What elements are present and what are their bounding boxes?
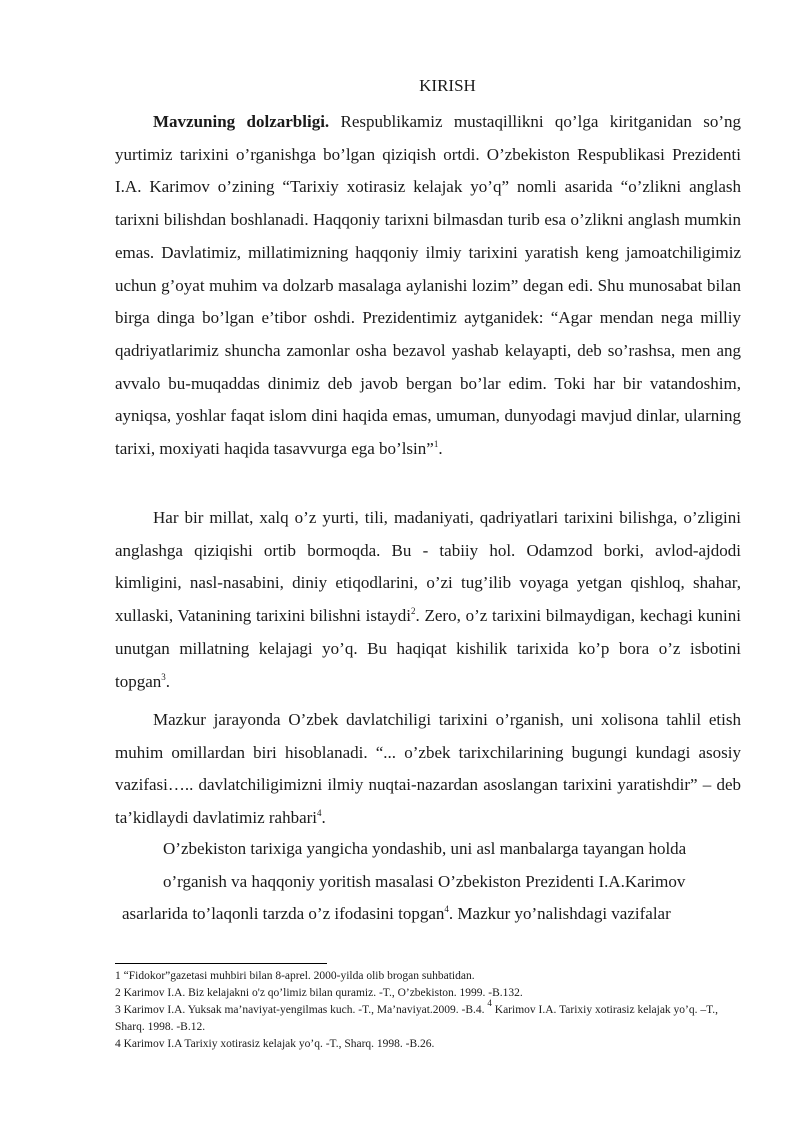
paragraph-tail: . (321, 808, 326, 828)
paragraph-text: Har bir millat, xalq o’z yurti, tili, madaniyati, qadriyatlari tarixini bilishga, o’zligini anglashga qiziqishi ortib bormoqda. Bu - tabiiy hol. Odamzod borki, avlod-ajdodi kimligini, nasl-nasabini, diniy etiqodlarini, o’zi tug’ilib voyaga yetgan qishloq, shahar, xullaski, Vatanining tarixini bilishni istaydi (115, 508, 741, 626)
paragraph-text: . Mazkur yo’nalishdagi vazifalar (448, 904, 671, 924)
paragraph-text: asarlarida to’laqonli tarzda o’z ifodasini topgan (122, 904, 445, 924)
paragraph-nation-history (115, 502, 741, 698)
footnote-text: Karimov I.A. Tarixiy xotirasiz kelajak yo’q. –T., Sharq. 1998. -B.12. (115, 1004, 719, 1033)
footnote-4: 4 Karimov I.A Tarixiy xotirasiz kelajak yo’q. -T., Sharq. 1998. -B.26. (115, 1038, 435, 1050)
paragraph-relevance (115, 106, 741, 466)
footnote-2: 2 Karimov I.A. Biz kelajakni o'z qo’limiz bilan quramiz. -T., O’zbekiston. 1999. -B.132. (115, 987, 523, 999)
section-lead: Mavzuning dolzarbligi. (153, 112, 330, 131)
paragraph-line: o’rganish va haqqoniy yoritish masalasi O’zbekiston Prezidenti I.A.Karimov (163, 871, 686, 891)
paragraph-text: Mazkur jarayonda O’zbek davlatchiligi tarixini o’rganish, uni xolisona tahlil etish muhim omillardan biri hisoblanadi. “... o’zbek tarixchilarining bugungi kundagi asosiy vazifasi….. davlatchiligimizni ilmiy nuqtai-nazardan asoslangan tarixini yaratishdir” – deb ta’kidlaydi davlatimiz rahbari (115, 710, 741, 828)
footnote-text: 3 Karimov I.A. Yuksak ma’naviyat-yengilmas kuch. -T., Ma’naviyat.2009. -B.4. (115, 1004, 488, 1016)
footnote-ref[interactable]: 4 (444, 904, 449, 915)
page-title: KIRISH (419, 76, 476, 95)
footnote-ref[interactable]: 2 (410, 606, 416, 617)
footnote-3 (115, 998, 741, 1036)
footnotes (115, 968, 741, 1053)
paragraph-tail: . (438, 439, 443, 459)
paragraph-statehood (115, 704, 741, 835)
footnote-1: 1 “Fidokor”gazetasi muhbiri bilan 8-aprel. 2000-yilda olib brogan suhbatidan. (115, 970, 475, 982)
paragraph-tail: . (165, 671, 171, 691)
paragraph-new-approach (115, 833, 741, 931)
footnote-ref: 4 (487, 998, 492, 1008)
paragraph-line (115, 898, 741, 931)
footnote-separator (115, 963, 327, 964)
footnote-ref[interactable]: 4 (317, 808, 322, 819)
paragraph-line: O’zbekiston tarixiga yangicha yondashib, uni asl manbalarga tayangan holda (163, 839, 687, 858)
footnote-ref[interactable]: 3 (161, 671, 166, 682)
paragraph-text: . Zero, o’z tarixini bilmaydigan, kechagi kunini unutgan millatning kelajagi yo’q. Bu haqiqat kishilik tarixida ko’p bora o’z isbotini topgan (115, 606, 742, 691)
paragraph-text: Respublikamiz mustaqillikni qo’lga kiritganidan so’ng yurtimiz tarixini o’rganishga bo’lgan qiziqish ortdi. O’zbekiston Respublikasi Prezidenti I.A. Karimov o’zining “Tarixiy xotirasiz kelajak yo’q” nomli asarida “o’zlikni anglash tarixni bilishdan boshlanadi. Haqqoniy tarixni bilmasdan turib esa o’zlikni anglash mumkin emas. Davlatimiz, millatimizning haqqoniy ilmiy tarixini yaratish keng jamoatchiligimiz uchun g’oyat muhim va dolzarb masalaga aylanishi lozim” degan edi. Shu munosabat bilan birga dinga bo’lgan e’tibor oshdi. Prezidentimiz aytganidek: “Agar mendan nega milliy qadriyatlarimiz shuncha zamonlar osha bezavol yashab kelayapti, deb so’rashsa, men ang avvalo bu-muqaddas dinimiz deb javob bergan bo’lar edim. Toki har bir vatandoshim, ayniqsa, yoshlar faqat islom dini haqida emas, umuman, dunyodagi mavjud dinlar, ularning tarixi, moxiyati haqida tasavvurga ega bo’lsin” (115, 112, 741, 459)
footnote-ref[interactable]: 1 (433, 439, 439, 450)
